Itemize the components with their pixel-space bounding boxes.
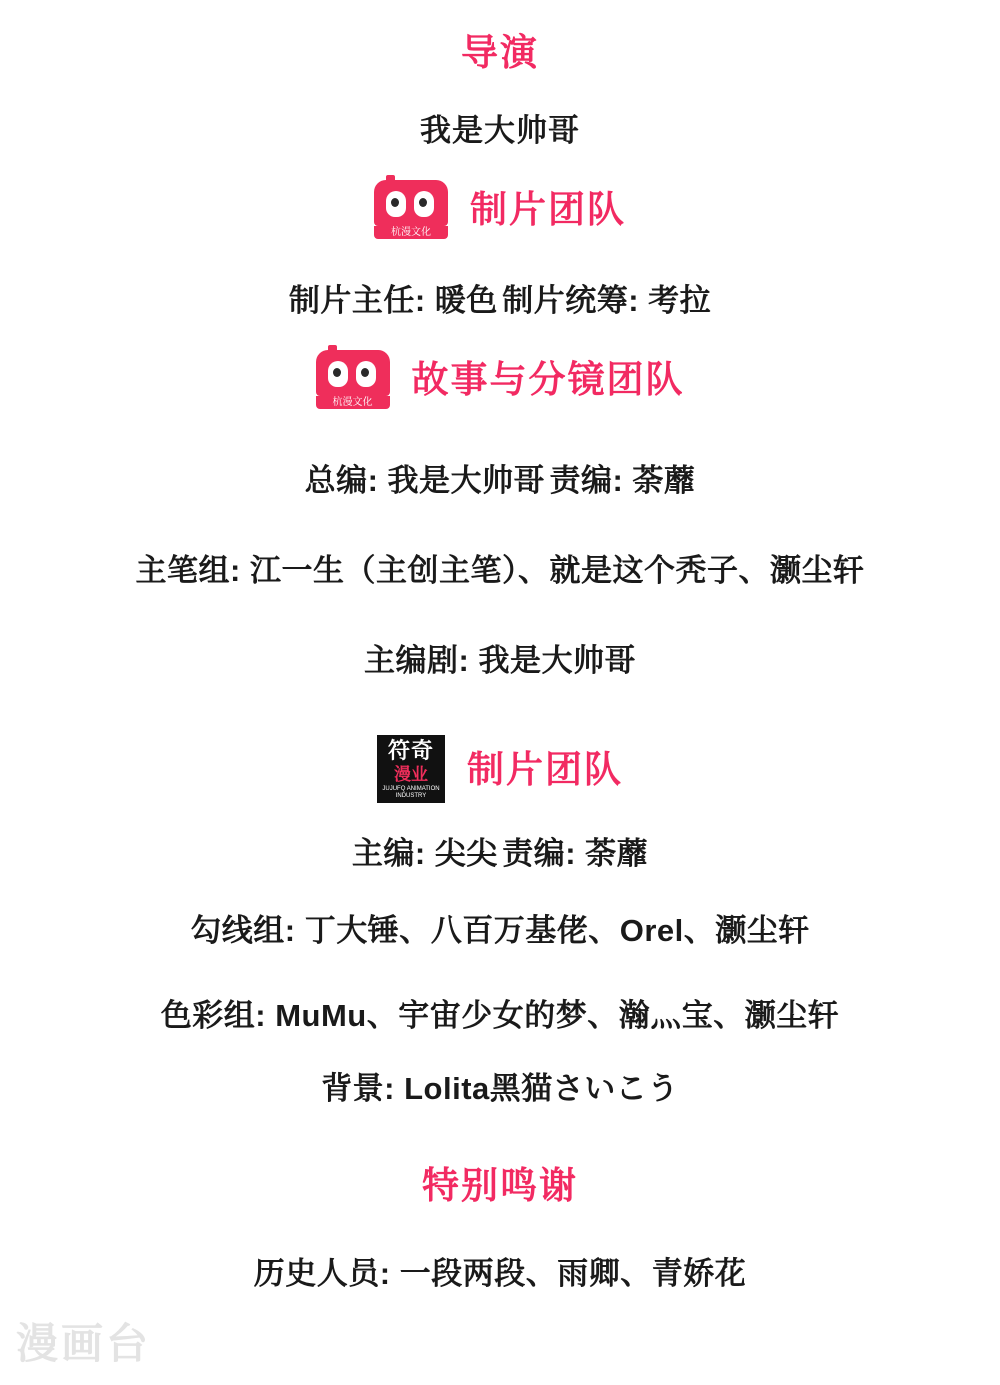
hangman-culture-logo-icon — [374, 180, 448, 238]
production-team-2-heading: 制片团队 — [467, 748, 623, 790]
background-credit: 背景: Lolita黑猫さいこう — [321, 1071, 679, 1106]
lineart-group-line — [0, 905, 1000, 950]
production-coordinator-credit: 制片统筹: 考拉 — [502, 283, 712, 318]
hangman-culture-logo-icon — [316, 350, 390, 408]
story-team-lead-artists-line — [0, 545, 1000, 590]
logo-tiny-text: JUJUFQ ANIMATION INDUSTRY — [382, 786, 440, 799]
section-heading-director — [0, 22, 1000, 76]
chief-editor-credit: 总编: 我是大帅哥 — [304, 463, 546, 498]
color-group-credit: 色彩组: MuMu、宇宙少女的梦、瀚灬宝、灏尘轩 — [160, 998, 840, 1033]
section-heading-special-thanks — [0, 1155, 1000, 1209]
story-storyboard-team-heading: 故事与分镜团队 — [411, 358, 685, 400]
history-staff-credit: 历史人员: 一段两段、雨卿、青娇花 — [253, 1256, 747, 1291]
logo-caption: 杭漫文化 — [316, 396, 390, 409]
lead-artist-group-credit: 主笔组: 江一生（主创主笔）、就是这个秃子、灏尘轩 — [135, 553, 865, 588]
production-team-1-heading: 制片团队 — [470, 188, 626, 230]
special-thanks-line — [0, 1248, 1000, 1293]
production-director-credit: 制片主任: 暖色 — [288, 283, 498, 318]
lineart-group-credit: 勾线组: 丁大锤、八百万基佬、Orel、灏尘轩 — [190, 913, 810, 948]
story-team-editors-line — [0, 455, 1000, 500]
special-thanks-heading: 特别鸣谢 — [422, 1165, 578, 1206]
editor-in-chief-credit: 主编: 尖尖 — [351, 836, 498, 871]
logo-glyph: 符奇 — [387, 738, 434, 763]
section-heading-production-team-1 — [0, 180, 1000, 238]
head-writer-credit: 主编剧: 我是大帅哥 — [364, 643, 636, 678]
production-team-2-editors-line — [0, 828, 1000, 873]
color-group-line — [0, 990, 1000, 1035]
director-credit-line — [0, 105, 1000, 150]
background-line — [0, 1063, 1000, 1108]
responsible-editor-credit: 责编: 荼蘼 — [549, 463, 696, 498]
production-team-1-credit-line — [0, 275, 1000, 320]
section-heading-production-team-2 — [0, 735, 1000, 803]
watermark: 漫画台 — [16, 1320, 152, 1367]
logo-caption: 杭漫文化 — [374, 226, 448, 239]
fuqi-animation-logo-icon — [377, 735, 445, 803]
story-team-head-writer-line — [0, 635, 1000, 680]
responsible-editor-credit-2: 责编: 荼蘼 — [502, 836, 649, 871]
director-name: 我是大帅哥 — [420, 113, 580, 148]
logo-sub: 漫业 — [394, 765, 428, 784]
section-heading-story-storyboard-team — [0, 350, 1000, 408]
director-heading: 导演 — [461, 32, 539, 73]
